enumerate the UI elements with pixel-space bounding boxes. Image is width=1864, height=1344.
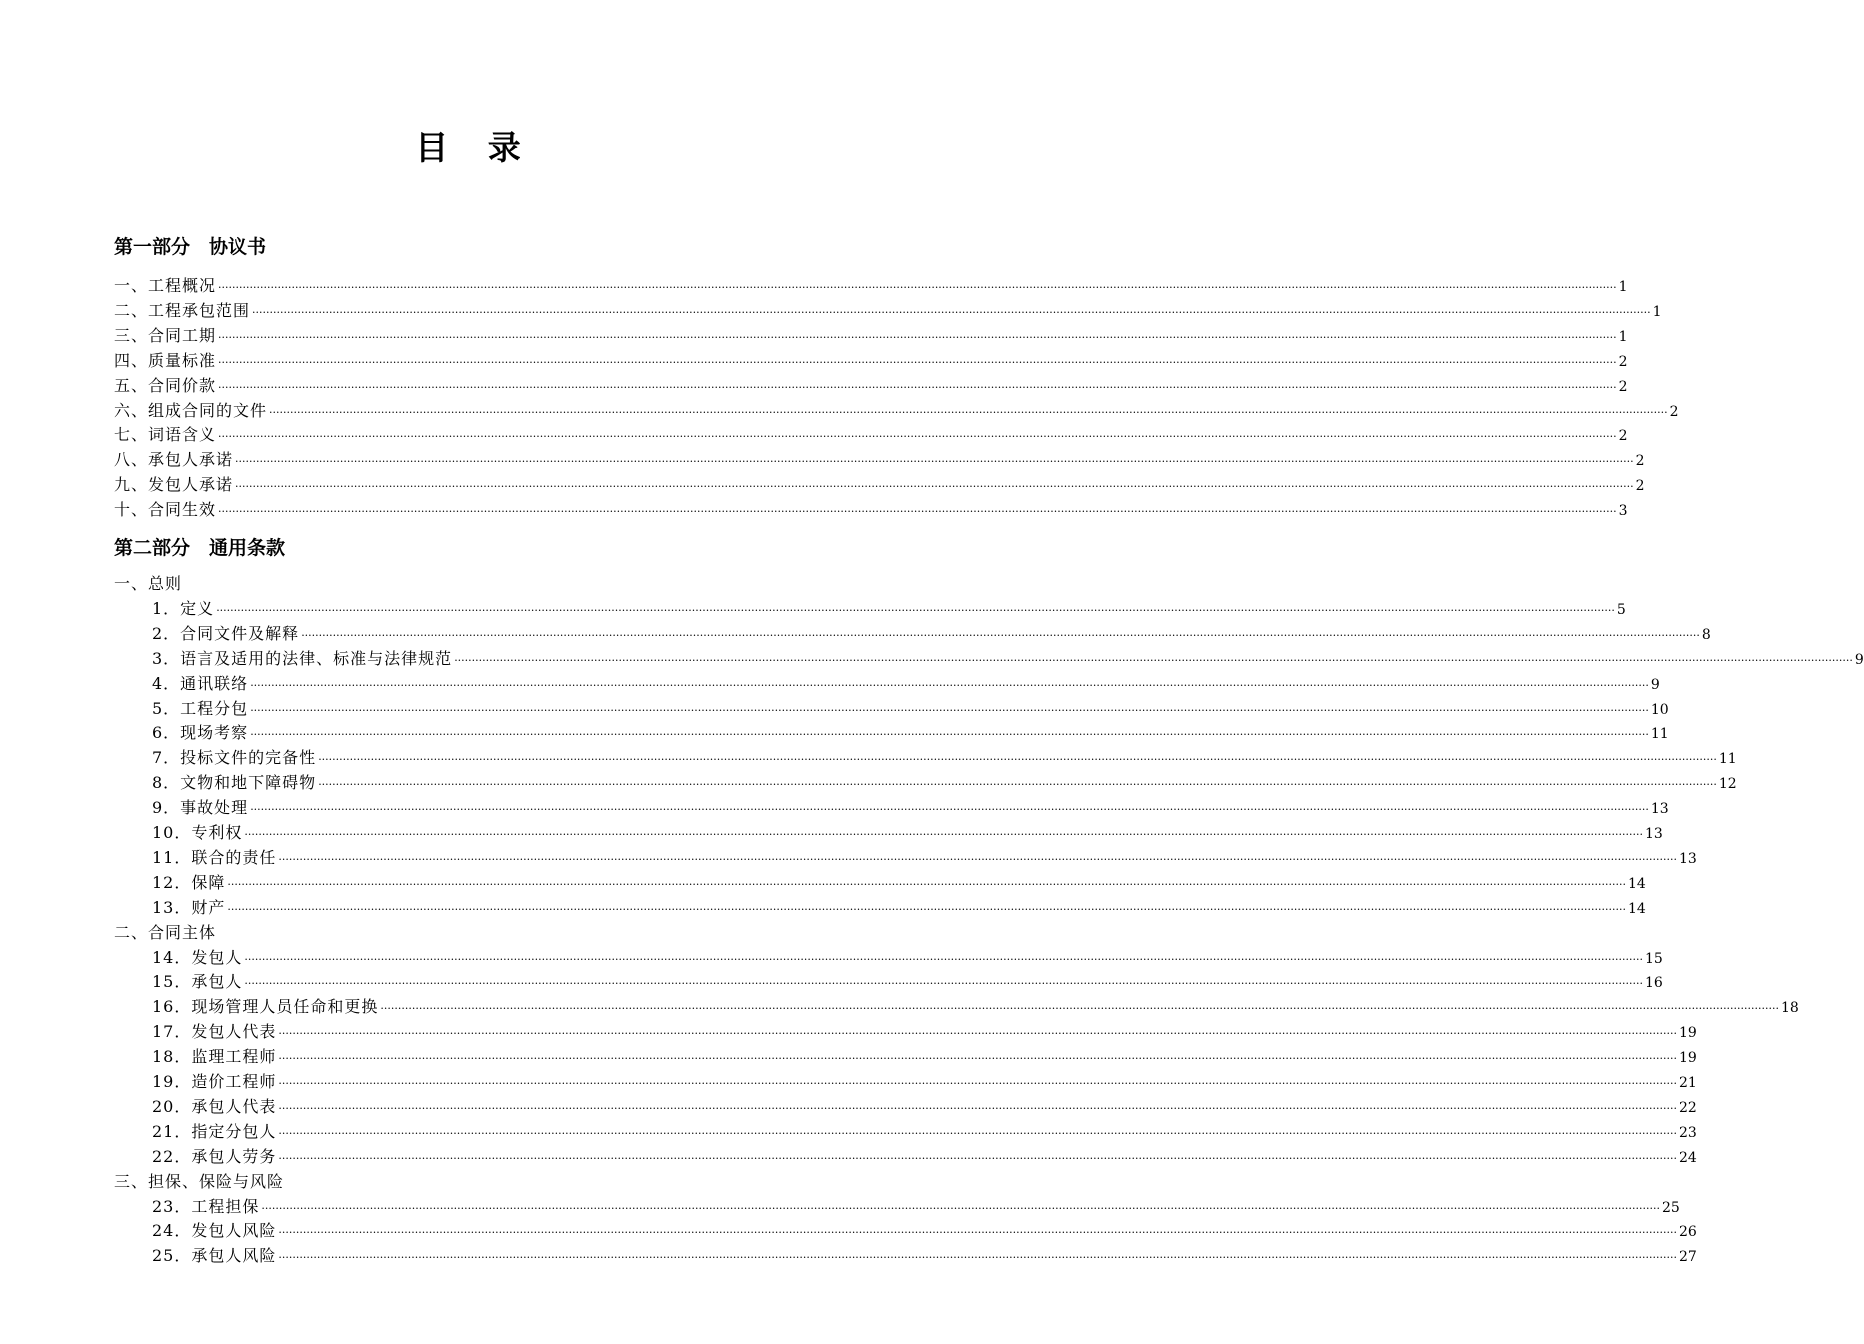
toc-entry-label: 22．承包人劳务 bbox=[152, 1146, 277, 1166]
toc-entry[interactable] bbox=[152, 795, 1669, 820]
toc-entry-page: 24 bbox=[1679, 1149, 1697, 1166]
toc-entry[interactable] bbox=[152, 1019, 1697, 1044]
toc-entry-label: 1．定义 bbox=[152, 598, 215, 618]
part2-heading: 第二部分 通用条款 bbox=[114, 537, 286, 559]
toc-entry-page: 26 bbox=[1679, 1224, 1697, 1241]
toc-entry-label: 九、发包人承诺 bbox=[114, 475, 234, 495]
toc-entry[interactable] bbox=[152, 895, 1646, 920]
toc-entry[interactable] bbox=[114, 472, 1645, 497]
toc-entry[interactable] bbox=[152, 994, 1799, 1019]
toc-entry-page: 1 bbox=[1618, 279, 1628, 295]
toc-entry-label: 18．监理工程师 bbox=[152, 1047, 277, 1067]
toc-entry-page: 2 bbox=[1618, 428, 1628, 445]
dot-leader: ················································································································································································································································································································································································································ bbox=[278, 1251, 1678, 1265]
toc-entry-page: 2 bbox=[1635, 453, 1645, 470]
toc-entry-page: 9 bbox=[1854, 651, 1864, 668]
toc-entry[interactable] bbox=[152, 621, 1711, 646]
toc-entry-page: 14 bbox=[1628, 875, 1646, 892]
toc-entry[interactable] bbox=[114, 348, 1628, 373]
dot-leader: ················································································································································································································································································································································································································ bbox=[244, 977, 1644, 991]
toc-entry-label: 6．现场考察 bbox=[152, 723, 249, 743]
toc-entry-page: 12 bbox=[1718, 776, 1737, 793]
toc-entry[interactable] bbox=[152, 770, 1737, 795]
dot-leader: ················································································································································································································································································································································································································ bbox=[235, 455, 1634, 469]
dot-leader: ················································································································································································································································································································································································································ bbox=[250, 728, 1649, 742]
toc-entry[interactable] bbox=[152, 646, 1864, 671]
toc-entry-label: 10．专利权 bbox=[152, 823, 243, 842]
dot-leader: ················································································································································································································································································································································································································ bbox=[380, 1002, 1780, 1016]
toc-entry-label: 六、组成合同的文件 bbox=[114, 400, 268, 420]
dot-leader: ················································································································································································································································································································································································································ bbox=[278, 1101, 1678, 1115]
dot-leader: ················································································································································································································································································································································································································ bbox=[227, 902, 1627, 916]
toc-entry[interactable] bbox=[114, 422, 1628, 447]
dot-leader: ················································································································································································································································································································································································································ bbox=[218, 355, 1617, 369]
toc-group-heading[interactable]: 二、合同主体 bbox=[114, 922, 217, 942]
toc-entry[interactable] bbox=[114, 497, 1628, 522]
dot-leader: ················································································································································································································································································································································································································ bbox=[227, 877, 1627, 891]
toc-entry[interactable] bbox=[152, 671, 1660, 696]
toc-entry-label: 3．语言及适用的法律、标准与法律规范 bbox=[152, 648, 453, 668]
toc-entry-page: 19 bbox=[1679, 1050, 1697, 1067]
toc-entry[interactable] bbox=[114, 273, 1628, 298]
dot-leader: ················································································································································································································································································································································································································ bbox=[250, 678, 1649, 692]
toc-entry[interactable] bbox=[152, 1119, 1697, 1144]
toc-entry-page: 5 bbox=[1616, 601, 1626, 618]
dot-leader: ················································································································································································································································································································································································································ bbox=[250, 803, 1649, 817]
part1-heading: 第一部分 协议书 bbox=[114, 236, 267, 258]
toc-entry-page: 22 bbox=[1679, 1099, 1697, 1116]
toc-entry[interactable] bbox=[152, 1218, 1697, 1243]
toc-entry[interactable] bbox=[114, 298, 1662, 323]
toc-entry[interactable] bbox=[152, 1069, 1697, 1094]
toc-entry-page: 10 bbox=[1650, 701, 1669, 718]
toc-entry-page: 11 bbox=[1718, 751, 1737, 768]
toc-entry[interactable] bbox=[152, 870, 1646, 895]
toc-entry-page: 3 bbox=[1618, 503, 1628, 520]
toc-entry-label: 16．现场管理人员任命和更换 bbox=[152, 997, 379, 1017]
toc-entry-label: 8．文物和地下障碍物 bbox=[152, 773, 317, 793]
dot-leader: ················································································································································································································································································································································································································ bbox=[218, 281, 1617, 294]
dot-leader: ················································································································································································································································································································································································································ bbox=[244, 828, 1644, 841]
toc-entry[interactable] bbox=[114, 373, 1628, 398]
toc-entry-label: 4．通讯联络 bbox=[152, 673, 249, 693]
dot-leader: ················································································································································································································································································································································································································ bbox=[250, 703, 1649, 717]
toc-entry[interactable] bbox=[114, 398, 1679, 423]
toc-entry[interactable] bbox=[114, 447, 1645, 472]
toc-entry-page: 13 bbox=[1679, 850, 1697, 867]
toc-entry-page: 18 bbox=[1781, 1000, 1799, 1017]
toc-entry-page: 23 bbox=[1679, 1124, 1697, 1141]
toc-entry-label: 五、合同价款 bbox=[114, 375, 217, 395]
dot-leader: ················································································································································································································································································································································································································ bbox=[454, 653, 1853, 667]
toc-entry-label: 四、质量标准 bbox=[114, 350, 217, 370]
dot-leader: ················································································································································································································································································································································································································ bbox=[218, 330, 1617, 344]
toc-entry-page: 16 bbox=[1645, 975, 1663, 992]
toc-entry-label: 13．财产 bbox=[152, 897, 226, 917]
toc-entry-page: 13 bbox=[1650, 801, 1669, 818]
toc-entry-page: 1 bbox=[1618, 328, 1628, 345]
toc-entry-page: 21 bbox=[1679, 1075, 1697, 1091]
page-title: 目 录 bbox=[415, 128, 535, 167]
toc-group-heading[interactable]: 一、总则 bbox=[114, 574, 183, 593]
toc-entry[interactable] bbox=[152, 945, 1663, 970]
toc-entry-page: 9 bbox=[1650, 676, 1660, 693]
toc-entry-page: 8 bbox=[1701, 626, 1711, 643]
toc-entry-label: 7．投标文件的完备性 bbox=[152, 748, 317, 768]
toc-entry-label: 七、词语含义 bbox=[114, 425, 217, 445]
dot-leader: ················································································································································································································································································································································································································ bbox=[278, 852, 1678, 866]
dot-leader: ················································································································································································································································································································································································································ bbox=[269, 405, 1668, 419]
toc-entry-label: 17．发包人代表 bbox=[152, 1022, 277, 1042]
dot-leader: ················································································································································································································································································································································································································ bbox=[252, 305, 1651, 319]
toc-entry-page: 14 bbox=[1628, 900, 1646, 917]
toc-entry-page: 1 bbox=[1652, 303, 1662, 320]
toc-entry-page: 2 bbox=[1618, 353, 1628, 370]
toc-entry-label: 20．承包人代表 bbox=[152, 1096, 277, 1116]
toc-entry[interactable] bbox=[152, 745, 1737, 770]
dot-leader: ················································································································································································································································································································································································································ bbox=[218, 380, 1617, 394]
toc-entry-label: 12．保障 bbox=[152, 872, 226, 892]
dot-leader: ················································································································································································································································································································································································································ bbox=[261, 1201, 1661, 1215]
toc-entry[interactable] bbox=[152, 1243, 1697, 1268]
toc-entry-label: 二、工程承包范围 bbox=[114, 300, 251, 320]
toc-entry-page: 19 bbox=[1679, 1025, 1697, 1042]
toc-entry-label: 11．联合的责任 bbox=[152, 847, 277, 867]
toc-entry-label: 9．事故处理 bbox=[152, 798, 249, 818]
toc-entry-label: 5．工程分包 bbox=[152, 698, 249, 718]
toc-entry[interactable] bbox=[152, 1044, 1697, 1069]
dot-leader: ················································································································································································································································································································································································································ bbox=[278, 1151, 1678, 1165]
toc-entry[interactable] bbox=[152, 696, 1669, 721]
toc-entry-page: 13 bbox=[1645, 826, 1663, 842]
dot-leader: ················································································································································································································································································································································································································ bbox=[278, 1027, 1678, 1041]
toc-entry-label: 三、合同工期 bbox=[114, 325, 217, 345]
dot-leader: ················································································································································································································································································································································································································ bbox=[318, 778, 1717, 792]
toc-entry[interactable] bbox=[152, 845, 1697, 870]
dot-leader: ················································································································································································································································································································································································································ bbox=[301, 628, 1700, 642]
toc-entry-label: 25．承包人风险 bbox=[152, 1246, 277, 1266]
dot-leader: ················································································································································································································································································································································································································ bbox=[244, 952, 1644, 966]
toc-entry-label: 十、合同生效 bbox=[114, 500, 217, 520]
toc-entry-page: 15 bbox=[1645, 950, 1663, 967]
dot-leader: ················································································································································································································································································································································································································ bbox=[278, 1077, 1678, 1090]
toc-entry-page: 27 bbox=[1679, 1249, 1697, 1266]
dot-leader: ················································································································································································································································································································································································································ bbox=[278, 1126, 1678, 1140]
toc-entry[interactable] bbox=[152, 969, 1663, 994]
toc-entry-label: 23．工程担保 bbox=[152, 1196, 260, 1216]
toc-entry[interactable] bbox=[152, 820, 1663, 845]
toc-entry[interactable] bbox=[152, 1094, 1697, 1119]
dot-leader: ················································································································································································································································································································································································································ bbox=[216, 603, 1615, 617]
toc-entry-label: 八、承包人承诺 bbox=[114, 450, 234, 470]
toc-entry[interactable] bbox=[152, 596, 1626, 621]
dot-leader: ················································································································································································································································································································································································································ bbox=[318, 753, 1717, 767]
toc-entry-label: 24．发包人风险 bbox=[152, 1221, 277, 1241]
toc-entry-label: 14．发包人 bbox=[152, 947, 243, 967]
toc-entry-page: 2 bbox=[1669, 403, 1679, 420]
toc-entry-page: 11 bbox=[1650, 726, 1669, 743]
dot-leader: ················································································································································································································································································································································································································ bbox=[278, 1052, 1678, 1066]
dot-leader: ················································································································································································································································································································································································································ bbox=[235, 480, 1634, 494]
toc-entry[interactable] bbox=[114, 323, 1628, 348]
toc-entry-label: 21．指定分包人 bbox=[152, 1121, 277, 1141]
toc-entry[interactable] bbox=[152, 720, 1669, 745]
toc-entry[interactable] bbox=[152, 1194, 1680, 1219]
toc-entry-page: 25 bbox=[1662, 1199, 1680, 1216]
toc-entry-label: 19．造价工程师 bbox=[152, 1072, 277, 1091]
dot-leader: ················································································································································································································································································································································································································ bbox=[278, 1226, 1678, 1240]
dot-leader: ················································································································································································································································································································································································································ bbox=[218, 505, 1617, 519]
toc-entry-label: 2．合同文件及解释 bbox=[152, 623, 300, 643]
dot-leader: ················································································································································································································································································································································································································ bbox=[218, 430, 1617, 444]
toc-group-heading[interactable]: 三、担保、保险与风险 bbox=[114, 1171, 285, 1191]
toc-entry[interactable] bbox=[152, 1144, 1697, 1169]
toc-entry-label: 15．承包人 bbox=[152, 972, 243, 992]
toc-entry-label: 一、工程概况 bbox=[114, 276, 217, 295]
toc-entry-page: 2 bbox=[1635, 478, 1645, 495]
toc-entry-page: 2 bbox=[1618, 378, 1628, 395]
